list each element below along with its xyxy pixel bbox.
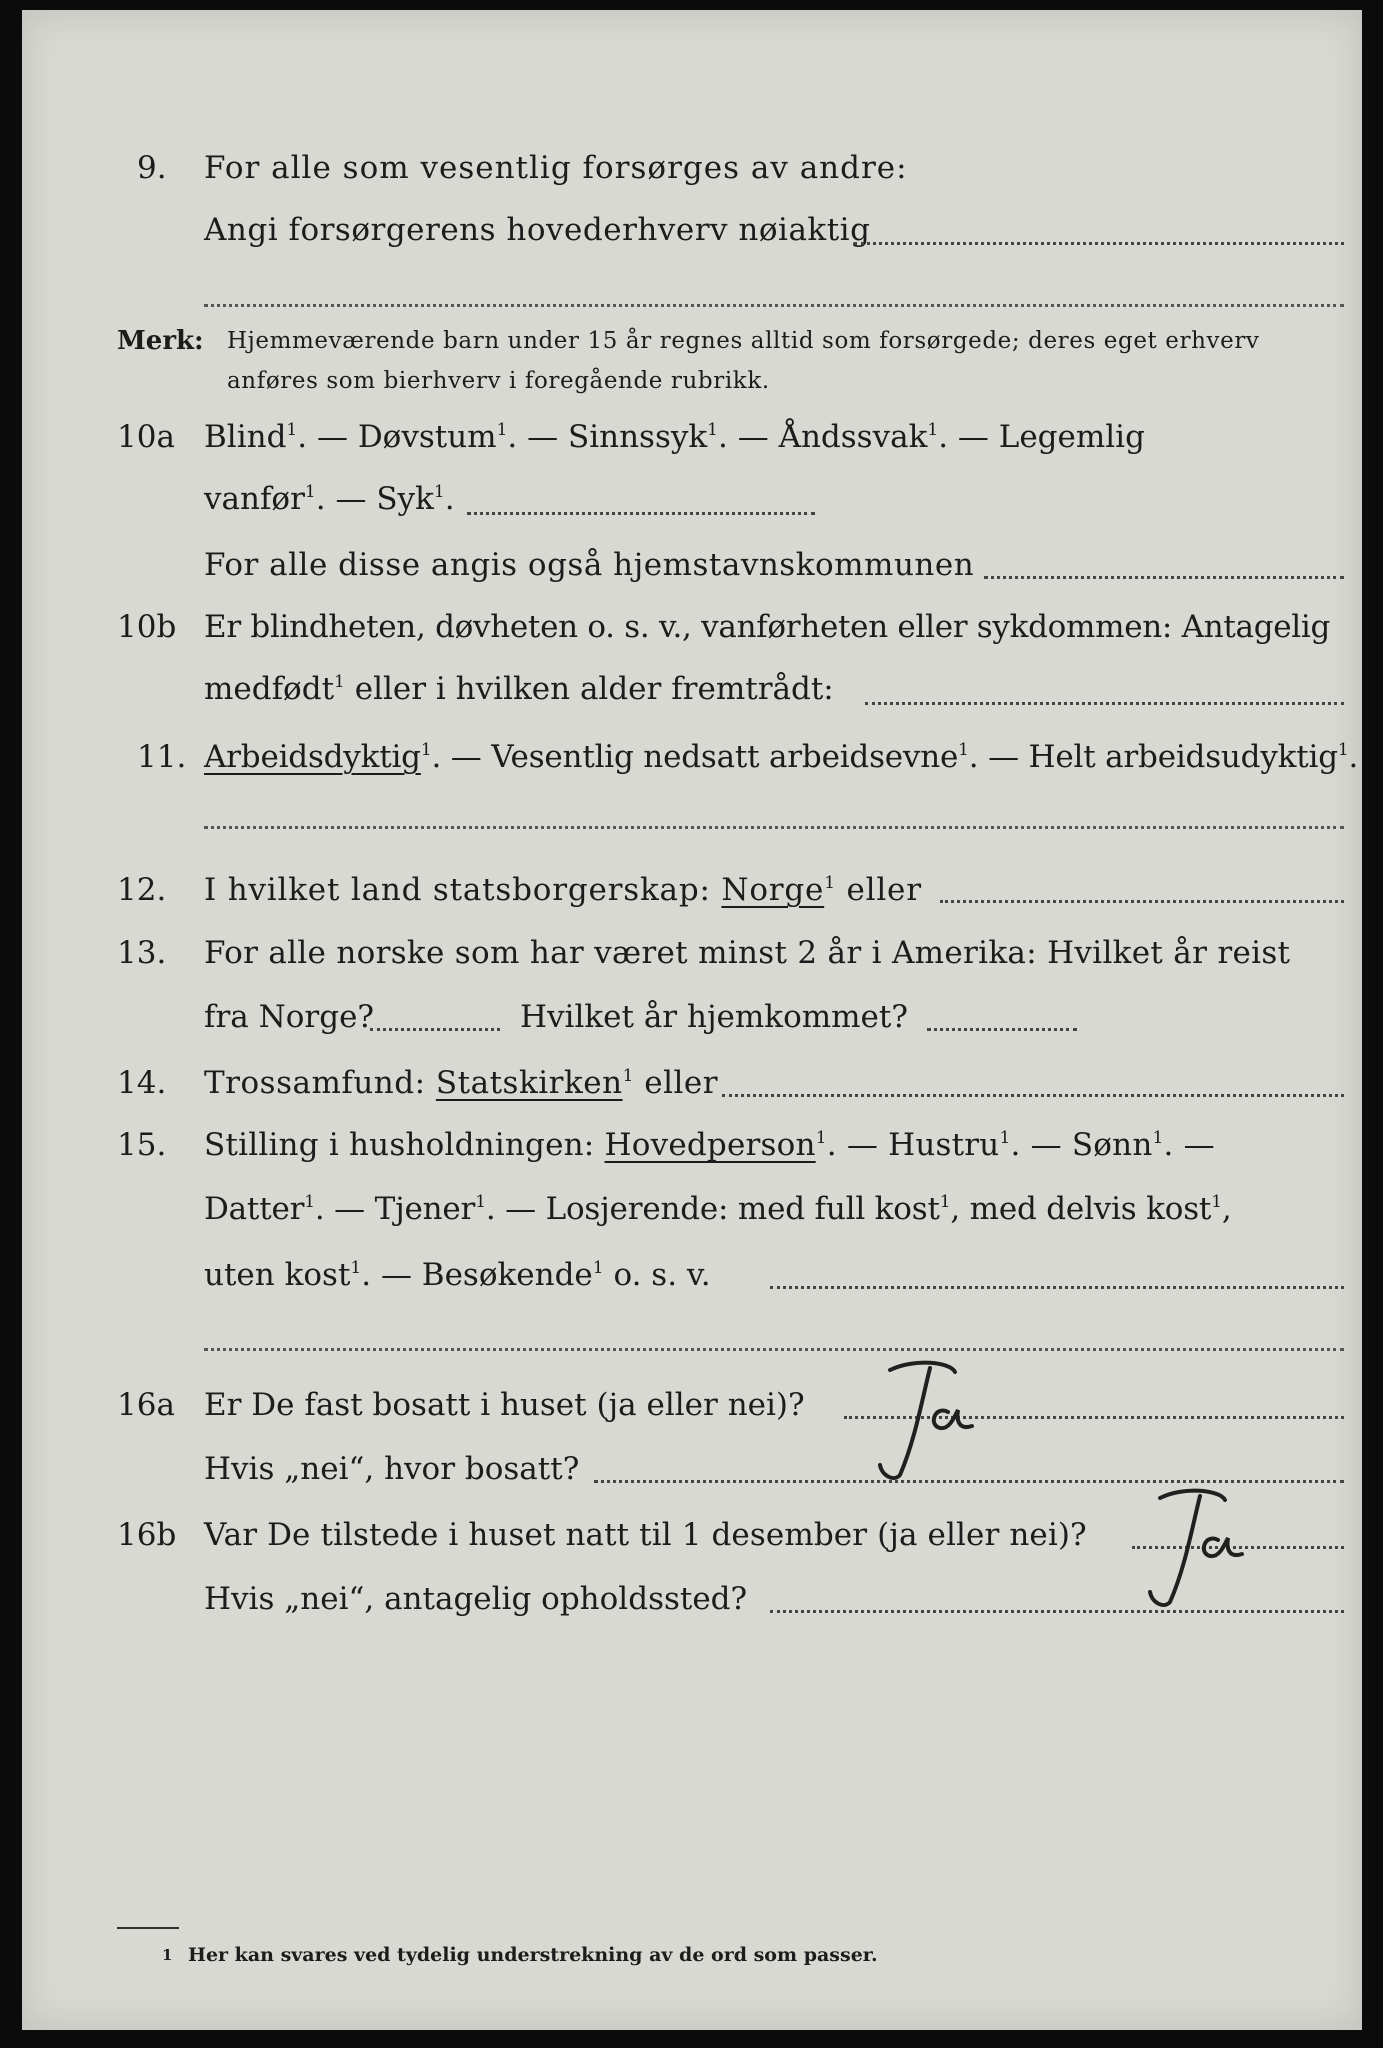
q9-line2: Angi forsørgerens hovederhverv nøiaktig <box>204 212 871 248</box>
q14-answer-line <box>722 1094 1344 1097</box>
q10b-answer-line <box>865 702 1344 705</box>
q10a-kommune-line <box>984 576 1344 579</box>
q11-answer-line <box>204 826 1344 829</box>
q10a-line1: Blind$^1$. — Døvstum$^1$. — Sinnssyk$^1$. — Åndssvak$^1$. — Legemlig <box>204 419 1145 455</box>
opt-dovstum: Døvstum <box>357 419 497 455</box>
q16a-line1: Er De fast bosatt i huset (ja eller nei)? <box>204 1387 805 1423</box>
q13-line2a: fra Norge? <box>204 999 375 1035</box>
q16b-line1: Var De tilstede i huset natt til 1 desember (ja eller nei)? <box>204 1517 1087 1553</box>
opt-syk: Syk <box>376 481 434 517</box>
handwritten-answer-16b <box>1132 1478 1272 1618</box>
q10a-number: 10a <box>117 419 175 455</box>
opt-hovedperson-selected: Hovedperson <box>604 1127 816 1163</box>
merk-line2: anføres som bierhverv i foregående rubrikk. <box>227 368 770 394</box>
q14-line: Trossamfund: Statskirken$^1$ eller <box>204 1065 719 1101</box>
opt-udyktig: Helt arbeidsudyktig <box>1028 739 1338 775</box>
q16b-line2: Hvis „nei“, antagelig opholdssted? <box>204 1581 748 1617</box>
q9-number: 9. <box>137 150 167 186</box>
opt-statskirken-selected: Statskirken <box>435 1065 623 1101</box>
footnote-mark: 1 <box>162 1946 173 1964</box>
opt-arbeidsdyktig-selected: Arbeidsdyktig <box>204 739 421 775</box>
q15-answer-line <box>770 1286 1344 1289</box>
opt-sinnssyk: Sinnssyk <box>567 419 708 455</box>
q12-line: I hvilket land statsborgerskap: Norge$^1$ eller <box>204 872 922 908</box>
q13-reist-line <box>370 1028 500 1031</box>
q10a-syk-line <box>467 512 815 515</box>
q15-line1: Stilling i husholdningen: Hovedperson$^1$. — Hustru$^1$. — Sønn$^1$. — <box>204 1127 1215 1163</box>
merk-line1: Hjemmeværende barn under 15 år regnes alltid som forsørgede; deres eget erhverv <box>227 328 1260 354</box>
q10b-line1: Er blindheten, døvheten o. s. v., vanførheten eller sykdommen: Antagelig <box>204 609 1331 645</box>
q15-line3: uten kost$^1$. — Besøkende$^1$ o. s. v. <box>204 1257 711 1293</box>
opt-vanfor: vanfør <box>204 481 305 517</box>
q11-line: Arbeidsdyktig$^1$. — Vesentlig nedsatt arbeidsevne$^1$. — Helt arbeidsudyktig$^1$. <box>204 739 1359 775</box>
footnote-rule <box>117 1927 179 1929</box>
q10a-line2: vanfør$^1$. — Syk$^1$. <box>204 481 455 517</box>
q13-line2b: Hvilket år hjemkommet? <box>520 999 908 1035</box>
opt-legemlig: Legemlig <box>998 419 1145 455</box>
opt-medfodt: medfødt <box>204 671 335 707</box>
q12-answer-line <box>940 900 1344 903</box>
q16a-number: 16a <box>117 1387 175 1423</box>
q15-number: 15. <box>117 1127 167 1163</box>
handwritten-answer-16a <box>860 1350 1000 1490</box>
footnote-text: Her kan svares ved tydelig understrekning av de ord som passer. <box>188 1944 878 1966</box>
census-form-page <box>22 10 1362 2030</box>
opt-norge-selected: Norge <box>721 872 825 908</box>
q16a-line2: Hvis „nei“, hvor bosatt? <box>204 1451 580 1487</box>
opt-andssvak: Åndssvak <box>778 419 928 455</box>
q12-number: 12. <box>117 872 167 908</box>
q16b-opholdssted-line <box>770 1610 1344 1613</box>
q13-line1: For alle norske som har været minst 2 år i Amerika: Hvilket år reist <box>204 935 1291 971</box>
opt-nedsatt: Vesentlig nedsatt arbeidsevne <box>491 739 959 775</box>
q14-number: 14. <box>117 1065 167 1101</box>
q10b-number: 10b <box>117 609 177 645</box>
q16b-number: 16b <box>117 1517 177 1553</box>
q15-line2: Datter$^1$. — Tjener$^1$. — Losjerende: med full kost$^1$, med delvis kost$^1$, <box>204 1191 1232 1227</box>
q10b-line2: medfødt$^1$ eller i hvilken alder fremtrådt: <box>204 671 834 707</box>
q13-hjemkommet-line <box>927 1028 1077 1031</box>
q10a-line3: For alle disse angis også hjemstavnskommunen <box>204 547 975 583</box>
q9-answer-line <box>854 242 1344 245</box>
q9-line1: For alle som vesentlig forsørges av andre: <box>204 150 908 186</box>
q13-number: 13. <box>117 935 167 971</box>
opt-blind: Blind <box>204 419 287 455</box>
q15-answer-line-2 <box>204 1348 1344 1351</box>
merk-label: Merk: <box>117 326 204 356</box>
q11-number: 11. <box>137 739 187 775</box>
q9-answer-line-2 <box>204 304 1344 307</box>
